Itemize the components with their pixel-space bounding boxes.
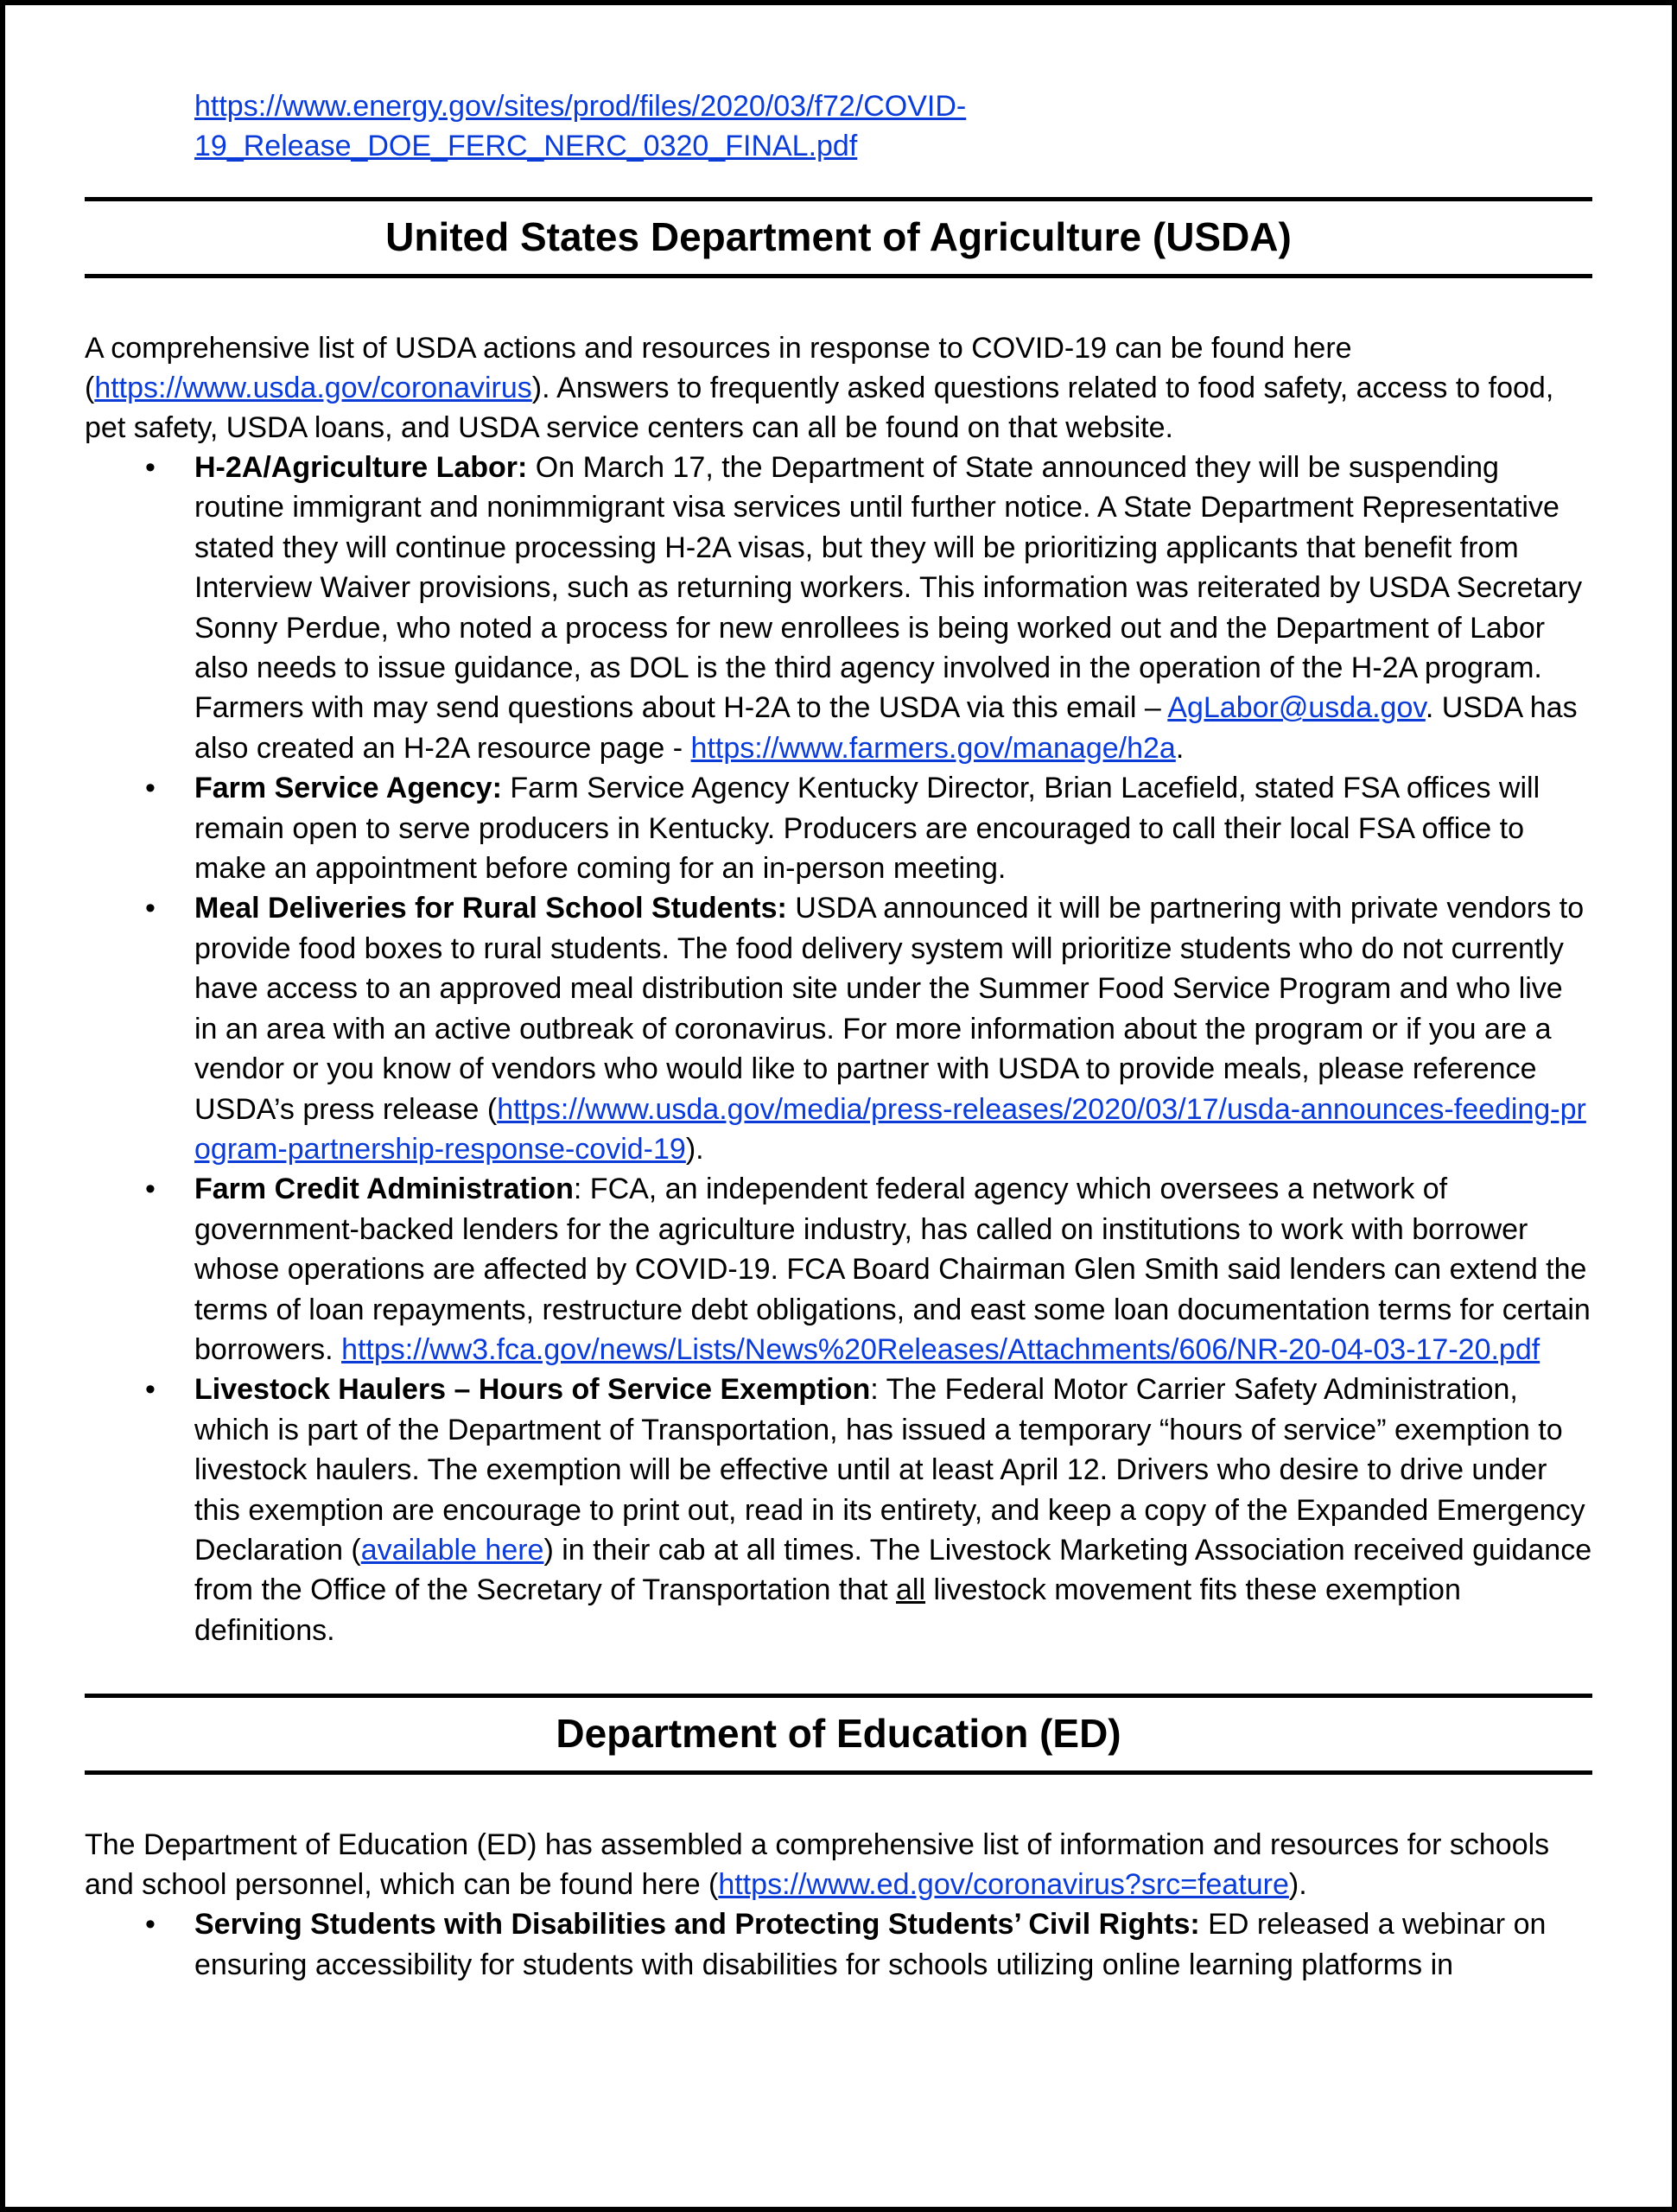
doe-link-line-1: https://www.energy.gov/sites/prod/files/2020/03/f72/COVID- — [194, 90, 967, 123]
farmers-h2a-link[interactable]: https://www.farmers.gov/manage/h2a — [690, 731, 1176, 765]
item-title: Farm Service Agency: — [194, 772, 502, 805]
bullet-icon: • — [145, 772, 156, 805]
ed-intro-paragraph: The Department of Education (ED) has assembled a comprehensive list of information and resources for schools and school personnel, which can be found here (https://www.ed.gov/coronavirus?src=feature). — [85, 1828, 1550, 1902]
bullet-icon: • — [145, 892, 156, 925]
emergency-declaration-link[interactable]: available here — [360, 1533, 544, 1567]
item-title: Serving Students with Disabilities and Protecting Students’ Civil Rights: — [194, 1908, 1200, 1942]
ed-coronavirus-link[interactable]: https://www.ed.gov/coronavirus?src=feature — [718, 1868, 1289, 1902]
ed-bullet-list — [85, 1904, 1592, 1985]
list-item-livestock-haulers: • Livestock Haulers – Hours of Service Exemption: The Federal Motor Carrier Safety Administration, which is part of the Department of Transportation, has issued a temporary “hours of service” exemption to livestock haulers. The exemption will be effective until at least April 12. Drivers who desire to drive under this exemption are encourage to print out, read in its entirety, and keep a copy of the Expanded Emergency Declaration (available here) in their cab at all times. The Livestock Marketing Association received guidance from the Office of the Secretary of Transportation that all livestock movement fits these exemption definitions. — [85, 1370, 1592, 1650]
list-item-students-with-disabilities: • Serving Students with Disabilities and Protecting Students’ Civil Rights: ED released a webinar on ensuring accessibility for students with disabilities for schools utilizing online learning platforms in — [85, 1904, 1592, 1985]
list-item-farm-credit-administration: • Farm Credit Administration: FCA, an independent federal agency which oversees a network of government-backed lenders for the agriculture industry, has called on institutions to work with borrower whose operations are affected by COVID-19. FCA Board Chairman Glen Smith said lenders can extend the terms of loan repayments, restructure debt obligations, and east some loan documentation terms for certain borrowers. https://ww3.fca.gov/news/Lists/News%20Releases/Attachments/606/NR-20-04-03-17-20.pdf — [85, 1169, 1592, 1370]
doe-ferc-release-link-block — [194, 86, 1145, 166]
list-item-h2a-labor: • H-2A/Agriculture Labor: On March 17, the Department of State announced they will be suspending routine immigrant and nonimmigrant visa services until further notice. A State Department Representative stated they will continue processing H-2A visas, but they will be prioritizing applicants that benefit from Interview Waiver provisions, such as returning workers. This information was reiterated by USDA Secretary Sonny Perdue, who noted a process for new enrollees is being worked out and the Department of Labor also needs to issue guidance, as DOL is the third agency involved in the operation of the H-2A program. Farmers with may send questions about H-2A to the USDA via this email – AgLabor@usda.gov. USDA has also created an H-2A resource page - https://www.farmers.gov/manage/h2a. — [85, 448, 1592, 768]
bullet-icon: • — [145, 451, 156, 484]
list-item-meal-deliveries: • Meal Deliveries for Rural School Students: USDA announced it will be partnering with private vendors to provide food boxes to rural students. The food delivery system will prioritize students who do not currently have access to an approved meal distribution site under the Summer Food Service Program and who live in an area with an active outbreak of coronavirus. For more information about the program or if you are a vendor or you know of vendors who would like to partner with USDA to provide meals, please reference USDA’s press release (https://www.usda.gov/media/press-releases/2020/03/17/usda-announces-feeding-program-partnership-response-covid-19). — [85, 888, 1592, 1169]
bullet-icon: • — [145, 1908, 156, 1942]
item-title: Farm Credit Administration — [194, 1173, 574, 1206]
item-title: Livestock Haulers – Hours of Service Exemption — [194, 1373, 871, 1407]
usda-coronavirus-link[interactable]: https://www.usda.gov/coronavirus — [94, 372, 532, 404]
usda-press-release-link[interactable]: https://www.usda.gov/media/press-releases/2020/03/17/usda-announces-feeding-program-partnership-response-covid-19 — [194, 1092, 1586, 1166]
usda-intro-paragraph: A comprehensive list of USDA actions and resources in response to COVID-19 can be found here (https://www.usda.gov/coronavirus). Answers to frequently asked questions related to food safety, access to food, pet safety, USDA loans, and USDA service centers can all be found on that website. — [85, 332, 1554, 444]
usda-section-heading: United States Department of Agriculture (USDA) — [85, 197, 1592, 278]
usda-bullet-list — [85, 448, 1592, 1650]
document-body — [85, 86, 1592, 1985]
bullet-icon: • — [145, 1373, 156, 1407]
doe-link-line-2: 19_Release_DOE_FERC_NERC_0320_FINAL.pdf — [194, 130, 858, 162]
item-title: Meal Deliveries for Rural School Students: — [194, 892, 787, 925]
doe-release-link[interactable] — [194, 90, 966, 162]
aglabor-email-link[interactable]: AgLabor@usda.gov — [1167, 691, 1426, 725]
item-title: H-2A/Agriculture Labor: — [194, 451, 528, 484]
fca-news-release-link[interactable]: https://ww3.fca.gov/news/Lists/News%20Releases/Attachments/606/NR-20-04-03-17-20.pdf — [341, 1332, 1540, 1366]
ed-section-heading: Department of Education (ED) — [85, 1694, 1592, 1775]
list-item-farm-service-agency: • Farm Service Agency: Farm Service Agency Kentucky Director, Brian Lacefield, stated FSA offices will remain open to serve producers in Kentucky. Producers are encouraged to call their local FSA office to make an appointment before coming for an in-person meeting. — [85, 768, 1592, 888]
bullet-icon: • — [145, 1173, 156, 1206]
underlined-word: all — [896, 1573, 926, 1607]
